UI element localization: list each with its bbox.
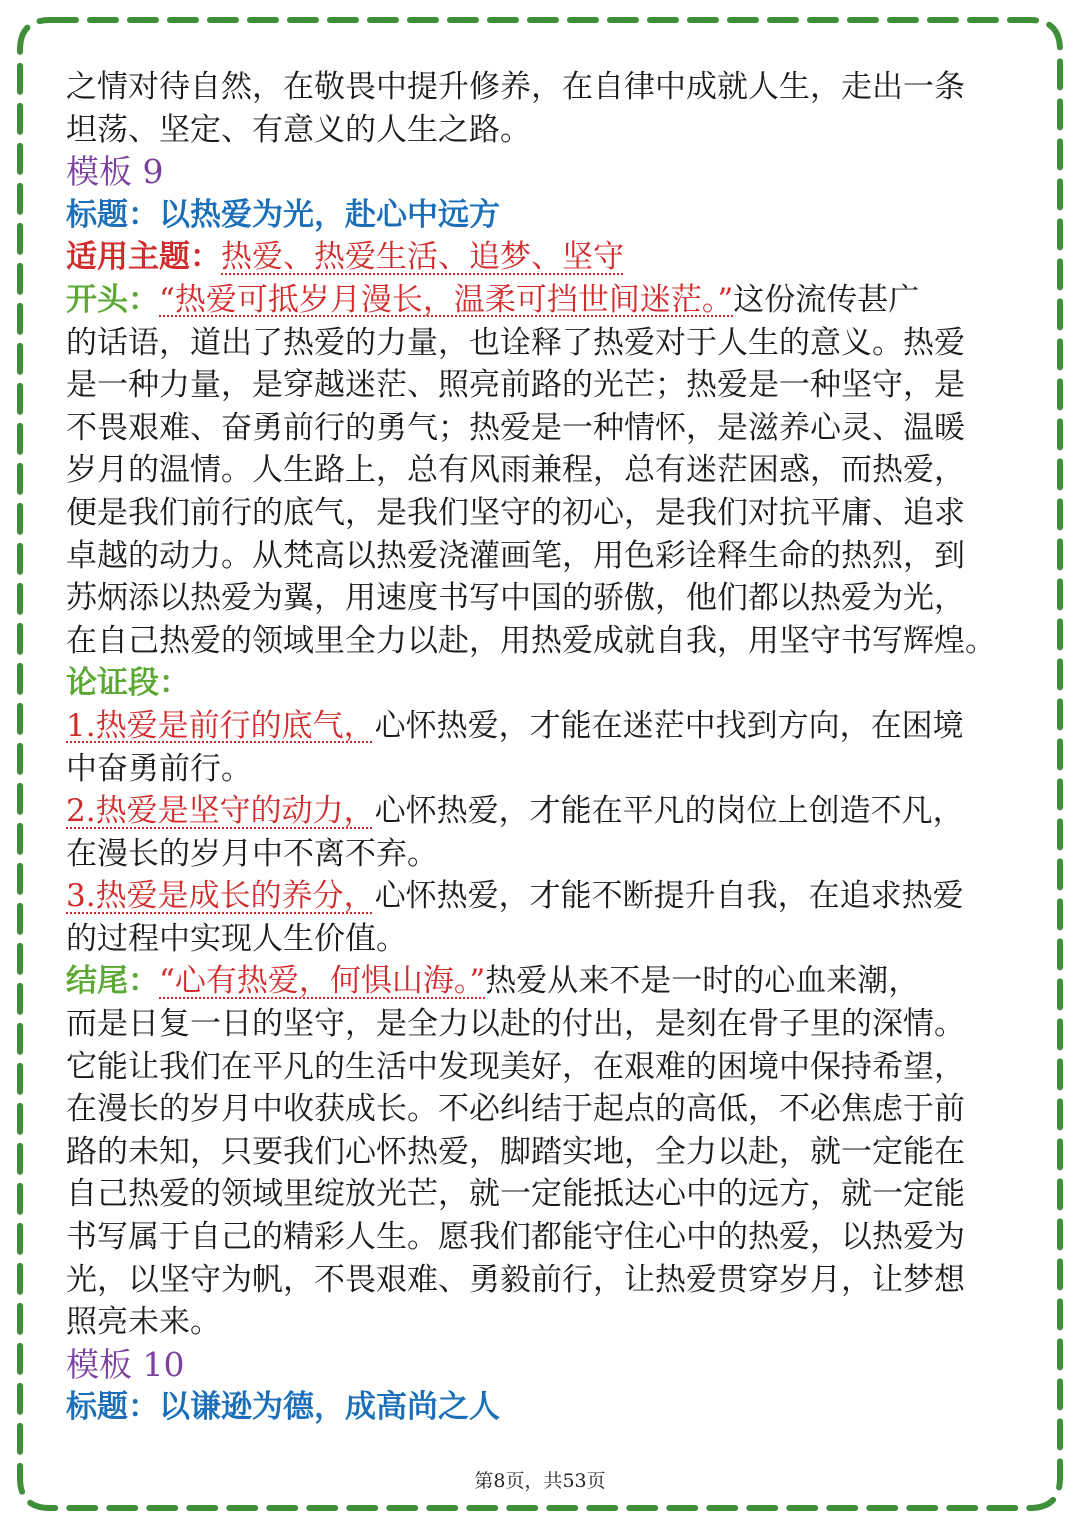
opening-text: 这份流传甚广 <box>733 281 920 318</box>
argument-3 <box>66 875 1016 918</box>
opening-line: 卓越的动力。从梵高以热爱浇灌画笔，用色彩诠释生命的热烈，到 <box>66 537 965 574</box>
topic-label: 适用主题： <box>66 239 221 276</box>
argument-lead: 2.热爱是坚守的动力， <box>66 793 375 830</box>
template-9-title: 标题：以热爱为光，赴心中远方 <box>66 196 500 233</box>
page-footer: 第8页，共53页 <box>474 1470 606 1492</box>
template-9-heading: 模板 9 <box>66 152 164 192</box>
ending-line: 自己热爱的领域里绽放光芒，就一定能抵达心中的远方，就一定能 <box>66 1176 965 1213</box>
ending-line: 光，以坚守为帆，不畏艰难、勇毅前行，让热爱贯穿岁月，让梦想 <box>66 1261 965 1298</box>
opening-line: 是一种力量，是穿越迷茫、照亮前路的光芒；热爱是一种坚守，是 <box>66 367 965 404</box>
argument-text: 心怀热爱，才能在迷茫中找到方向，在困境 <box>374 707 964 744</box>
argument-2 <box>66 790 1016 833</box>
topic-text: 热爱、热爱生活、追梦、坚守 <box>221 239 624 276</box>
opening-line: 不畏艰难、奋勇前行的勇气；热爱是一种情怀，是滋养心灵、温暖 <box>66 409 965 446</box>
argument-lead: 3.热爱是成长的养分， <box>66 878 375 915</box>
ending-text: 热爱从来不是一时的心血来潮， <box>485 963 920 1000</box>
opening-line: 苏炳添以热爱为翼，用速度书写中国的骄傲，他们都以热爱为光， <box>66 580 965 617</box>
argument-text: 心怀热爱，才能不断提升自我，在追求热爱 <box>374 878 964 915</box>
ending-line: 照亮未来。 <box>66 1304 221 1341</box>
argument-1 <box>66 705 1016 748</box>
opening-line: 便是我们前行的底气，是我们坚守的初心，是我们对抗平庸、追求 <box>66 494 965 531</box>
argument-label: 论证段： <box>66 665 190 702</box>
argument-lead: 1.热爱是前行的底气， <box>66 707 375 744</box>
template-10-title: 标题：以谦逊为德，成高尚之人 <box>66 1389 500 1426</box>
ending-line: 它能让我们在平凡的生活中发现美好，在艰难的困境中保持希望， <box>66 1048 965 1085</box>
intro-line-1: 之情对待自然，在敬畏中提升修养，在自律中成就人生，走出一条 <box>66 69 965 105</box>
ending-line-1 <box>66 960 1016 1003</box>
argument-3-cont: 的过程中实现人生价值。 <box>66 920 407 957</box>
ending-quote: “心有热爱，何惧山海。” <box>159 963 486 1000</box>
document-body <box>66 66 1016 1429</box>
opening-line: 在自己热爱的领域里全力以赴，用热爱成就自我，用坚守书写辉煌。 <box>66 622 996 659</box>
template-10-heading: 模板 10 <box>66 1344 185 1384</box>
opening-label: 开头： <box>66 281 159 318</box>
opening-line: 的话语，道出了热爱的力量，也诠释了热爱对于人生的意义。热爱 <box>66 324 965 361</box>
opening-line: 岁月的温情。人生路上，总有风雨兼程，总有迷茫困惑，而热爱， <box>66 452 965 489</box>
topic-line <box>66 236 1016 279</box>
ending-line: 在漫长的岁月中收获成长。不必纠结于起点的高低，不必焦虑于前 <box>66 1091 965 1128</box>
argument-2-cont: 在漫长的岁月中不离不弃。 <box>66 835 438 872</box>
opening-line-1 <box>66 279 1016 322</box>
opening-quote: “热爱可抵岁月漫长，温柔可挡世间迷茫。” <box>159 281 734 318</box>
argument-text: 心怀热爱，才能在平凡的岗位上创造不凡， <box>374 793 964 830</box>
ending-line: 而是日复一日的坚守，是全力以赴的付出，是刻在骨子里的深情。 <box>66 1006 965 1043</box>
ending-line: 路的未知，只要我们心怀热爱，脚踏实地，全力以赴，就一定能在 <box>66 1133 965 1170</box>
ending-label: 结尾： <box>66 963 159 1000</box>
ending-line: 书写属于自己的精彩人生。愿我们都能守住心中的热爱，以热爱为 <box>66 1219 965 1256</box>
argument-1-cont: 中奋勇前行。 <box>66 750 252 787</box>
intro-line-2: 坦荡、坚定、有意义的人生之路。 <box>66 111 531 148</box>
